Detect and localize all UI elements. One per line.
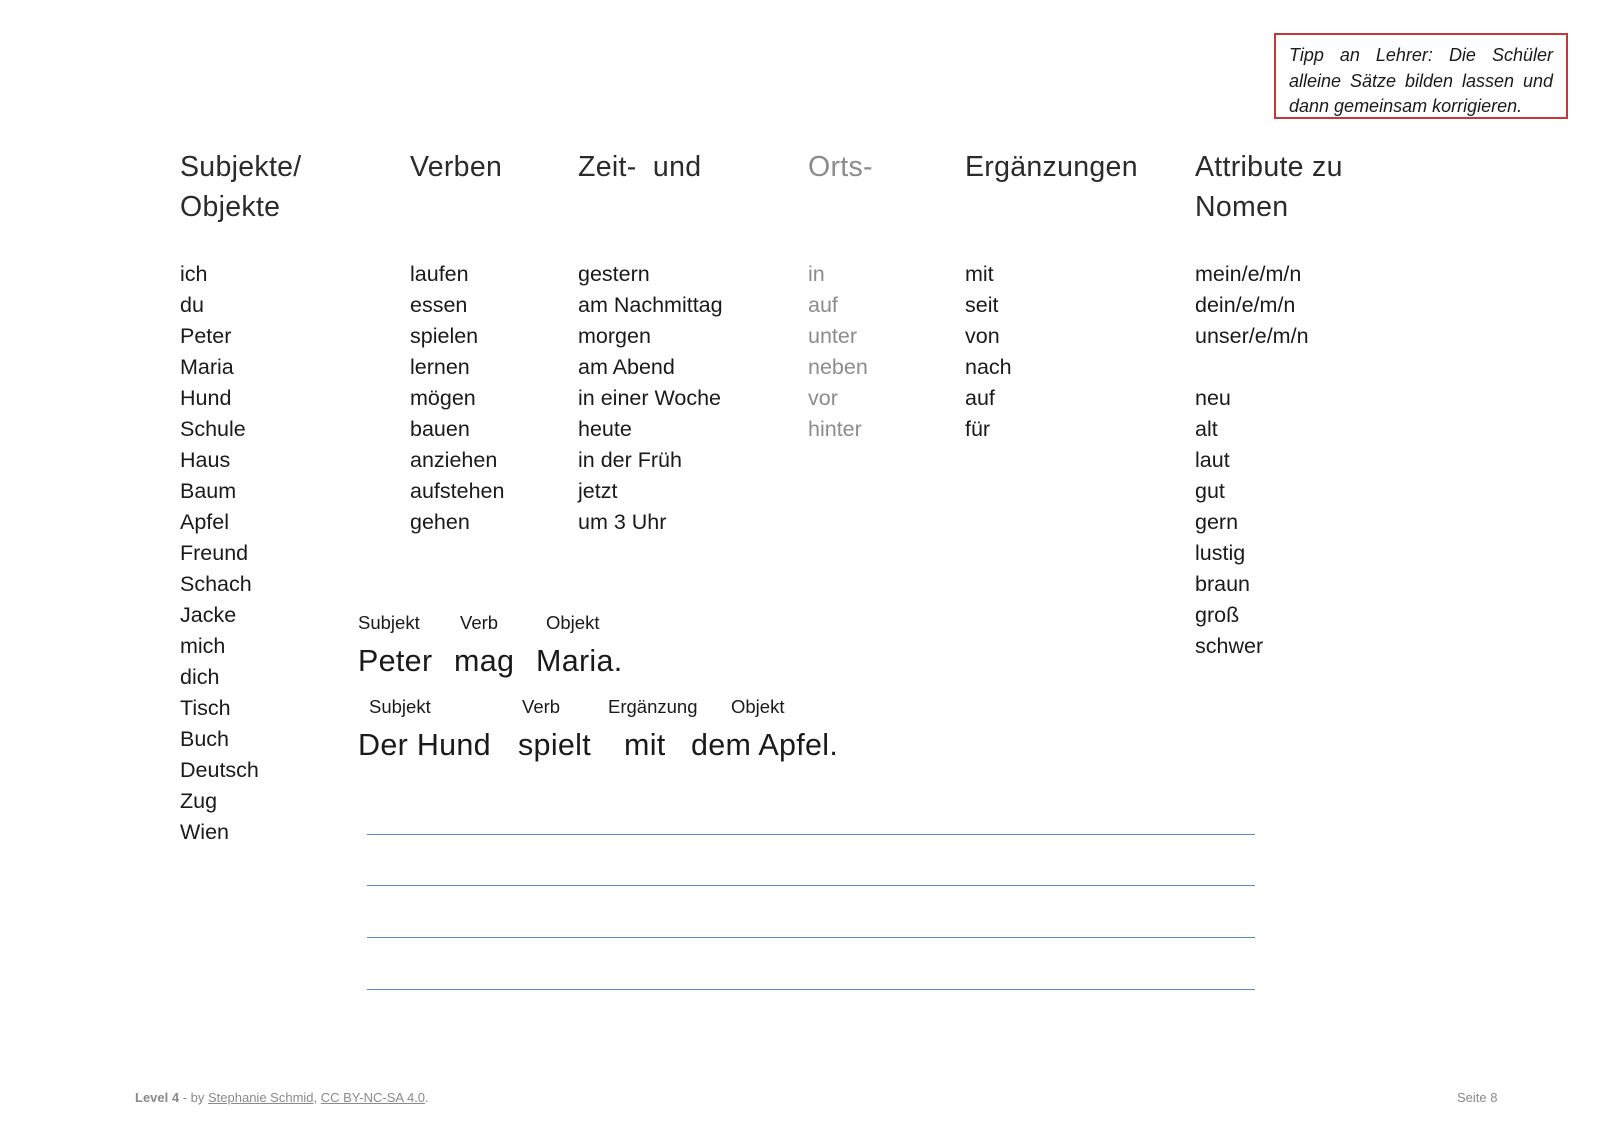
word-item: ich	[180, 262, 208, 286]
grammar-label: Verb	[460, 612, 499, 633]
word-item: anziehen	[410, 448, 498, 472]
teacher-tip-text: Tipp an Lehrer: Die Schüler alleine Sätze bilden lassen und dann gemeinsam korrigieren.	[1289, 45, 1553, 116]
column-verbs	[410, 147, 504, 538]
license-link[interactable]: CC BY-NC-SA 4.0	[320, 1090, 426, 1105]
word-item: Apfel	[180, 510, 230, 534]
column-heading	[1195, 147, 1343, 259]
word-item: mein/e/m/n	[1195, 262, 1302, 286]
word-item: seit	[965, 293, 999, 317]
footer-by: - by	[179, 1090, 208, 1105]
word-item: in	[808, 262, 825, 286]
word-item: um 3 Uhr	[578, 510, 667, 534]
column-heading-line: Orts-	[808, 151, 873, 183]
word-item: jetzt	[578, 479, 618, 503]
example-word: mag	[454, 644, 515, 678]
word-item: Buch	[180, 727, 230, 751]
word-item: Maria	[180, 355, 234, 379]
writing-line[interactable]	[367, 937, 1255, 938]
word-item: gestern	[578, 262, 650, 286]
word-item: schwer	[1195, 634, 1264, 658]
author-link[interactable]: Stephanie Schmid	[208, 1090, 314, 1105]
word-item: gut	[1195, 479, 1225, 503]
footer-end: .	[425, 1090, 429, 1105]
column-heading	[180, 147, 302, 259]
word-item: Peter	[180, 324, 232, 348]
word-item: Zug	[180, 789, 218, 813]
column-heading-line: Ergänzungen	[965, 151, 1138, 183]
word-item: für	[965, 417, 991, 441]
column-place	[808, 147, 873, 445]
word-item: gehen	[410, 510, 470, 534]
word-item: groß	[1195, 603, 1240, 627]
word-item: Baum	[180, 479, 237, 503]
word-item	[1195, 352, 1343, 383]
column-time	[578, 147, 723, 538]
grammar-label: Subjekt	[369, 696, 431, 717]
example-word: mit	[624, 728, 666, 762]
word-item: Tisch	[180, 696, 231, 720]
word-list	[1195, 259, 1343, 662]
word-item: alt	[1195, 417, 1218, 441]
writing-line[interactable]	[367, 834, 1255, 835]
example-word: dem Apfel.	[691, 728, 839, 762]
word-item: Wien	[180, 820, 229, 844]
word-item: essen	[410, 293, 468, 317]
grammar-label: Ergänzung	[608, 696, 698, 717]
word-item: spielen	[410, 324, 479, 348]
word-item: lustig	[1195, 541, 1246, 565]
word-item: Deutsch	[180, 758, 259, 782]
example-word: spielt	[518, 728, 592, 762]
word-item: mögen	[410, 386, 476, 410]
word-item: dich	[180, 665, 220, 689]
word-item: Freund	[180, 541, 249, 565]
footer-credits	[135, 1090, 429, 1105]
column-heading-line: Nomen	[1195, 191, 1289, 223]
column-heading-line: Zeit- und	[578, 151, 702, 183]
grammar-label: Verb	[522, 696, 561, 717]
word-list	[180, 259, 302, 848]
word-item: morgen	[578, 324, 651, 348]
word-item: am Nachmittag	[578, 293, 723, 317]
column-heading	[410, 147, 504, 259]
column-heading	[578, 147, 723, 259]
example-word: Maria.	[536, 644, 623, 678]
column-heading-line: Subjekte/	[180, 151, 302, 183]
grammar-label: Objekt	[546, 612, 600, 633]
word-item: mich	[180, 634, 226, 658]
word-item: Hund	[180, 386, 232, 410]
page-number: Seite 8	[1457, 1090, 1498, 1105]
column-heading	[965, 147, 1138, 259]
word-item: auf	[965, 386, 995, 410]
word-item: auf	[808, 293, 838, 317]
column-heading-line: Attribute zu	[1195, 151, 1343, 183]
word-list	[578, 259, 723, 538]
word-list	[808, 259, 873, 445]
word-item: Schule	[180, 417, 246, 441]
word-item: gern	[1195, 510, 1239, 534]
word-item: neu	[1195, 386, 1231, 410]
word-item: bauen	[410, 417, 470, 441]
word-item: unter	[808, 324, 858, 348]
word-item: vor	[808, 386, 838, 410]
word-item: dein/e/m/n	[1195, 293, 1296, 317]
column-heading	[808, 147, 873, 259]
word-item: lernen	[410, 355, 470, 379]
example-word: Der Hund	[358, 728, 491, 762]
word-item: mit	[965, 262, 994, 286]
word-item: hinter	[808, 417, 862, 441]
writing-line[interactable]	[367, 885, 1255, 886]
column-heading-line: Objekte	[180, 191, 281, 223]
grammar-label: Subjekt	[358, 612, 420, 633]
word-item: laufen	[410, 262, 469, 286]
word-item: Jacke	[180, 603, 237, 627]
writing-line[interactable]	[367, 989, 1255, 990]
word-item: du	[180, 293, 204, 317]
column-heading-line: Verben	[410, 151, 503, 183]
grammar-label: Objekt	[731, 696, 785, 717]
word-item: braun	[1195, 572, 1250, 596]
word-item: in einer Woche	[578, 386, 722, 410]
footer-level: Level 4	[135, 1090, 180, 1105]
word-item: Schach	[180, 572, 252, 596]
word-item: laut	[1195, 448, 1230, 472]
teacher-tip-box	[1274, 33, 1568, 119]
word-item: aufstehen	[410, 479, 505, 503]
word-list	[410, 259, 504, 538]
word-item: heute	[578, 417, 632, 441]
column-subjects-objects	[180, 147, 302, 848]
column-complements	[965, 147, 1138, 445]
word-item: am Abend	[578, 355, 675, 379]
footer-separator: ,	[313, 1090, 321, 1105]
word-item: von	[965, 324, 1000, 348]
word-item: Haus	[180, 448, 231, 472]
word-item: nach	[965, 355, 1012, 379]
word-item: in der Früh	[578, 448, 682, 472]
column-attributes	[1195, 147, 1343, 662]
word-item: neben	[808, 355, 868, 379]
example-word: Peter	[358, 644, 433, 678]
word-item: unser/e/m/n	[1195, 324, 1309, 348]
word-list	[965, 259, 1138, 445]
